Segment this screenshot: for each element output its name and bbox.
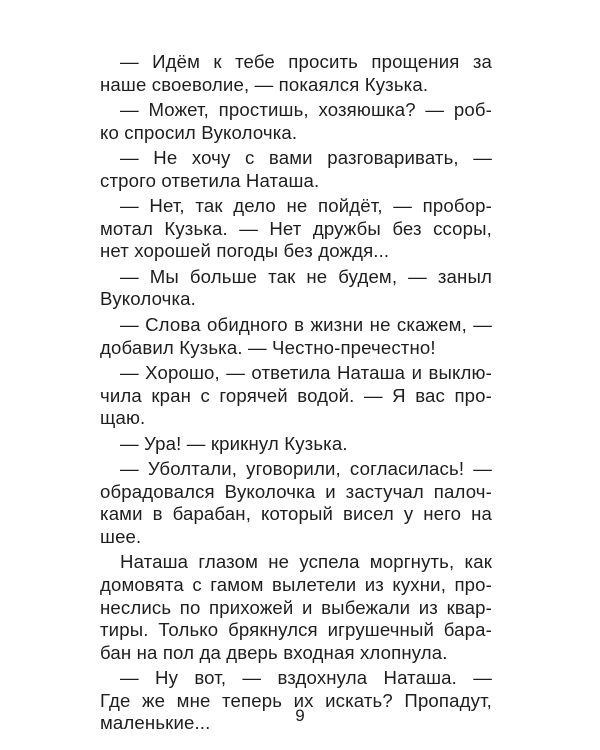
text-line: — Может, простишь, хозяюшка? — роб- [120,99,492,121]
text-line: чила кран с горячей водой. — Я вас про- [100,384,492,406]
text-line: — Не хочу с вами разговаривать, — [120,147,492,169]
text-line: мотал Кузька. — Нет дружбы без ссоры, [100,217,492,239]
text-line: — Хорошо, — ответила Наташа и выклю- [120,362,492,384]
text-line: строго ответила Наташа. [100,169,320,191]
text-line: — Нет, так дело не пойдёт, — пробор- [120,195,492,217]
text-line: — Мы больше так не будем, — заныл [120,265,492,287]
text-line: обрадовался Вуколочка и застучал палоч- [100,480,492,502]
paragraph [100,266,492,311]
paragraph [100,51,492,96]
text-line: тиры. Только брякнулся игрушечный бара- [100,619,492,641]
text-line: неслись по прихожей и выбежали из квар- [100,596,492,618]
paragraph [100,99,492,144]
text-line: добавил Кузька. — Честно-пречестно! [100,336,436,358]
body-text [100,51,492,735]
page-number: 9 [295,706,305,725]
text-line: Вуколочка. [100,288,196,310]
text-line: маленькие... [100,712,211,734]
text-line: домовята с гамом вылетели из кухни, про- [100,574,492,596]
paragraph [100,195,492,263]
paragraph [100,362,492,430]
paragraph [100,314,492,359]
paragraph [100,551,492,664]
text-line: шее. [100,525,142,547]
text-line: Где же мне теперь их искать? Пропадут, [100,689,492,711]
text-line: ко спросил Вуколочка. [100,121,298,143]
text-line: — Идём к тебе просить прощения за [120,51,492,72]
text-line: щаю. [100,407,146,429]
text-line: — Уболтали, уговорили, согласилась! — [120,458,492,480]
text-line: — Слова обидного в жизни не скажем, — [120,314,492,336]
text-line: — Ну вот, — вздохнула Наташа. — [120,667,492,689]
text-line: — Ура! — крикнул Кузька. [120,432,348,454]
text-line: нет хорошей погоды без дождя... [100,240,390,262]
text-line: ками в барабан, который висел у него на [100,503,492,525]
text-line: наше своеволие, — покаялся Кузька. [100,73,429,95]
paragraph [100,458,492,548]
paragraph [100,433,492,456]
text-line: Наташа глазом не успела моргнуть, как [120,551,492,573]
text-line: бан на пол да дверь входная хлопнула. [100,641,448,663]
paragraph [100,147,492,192]
